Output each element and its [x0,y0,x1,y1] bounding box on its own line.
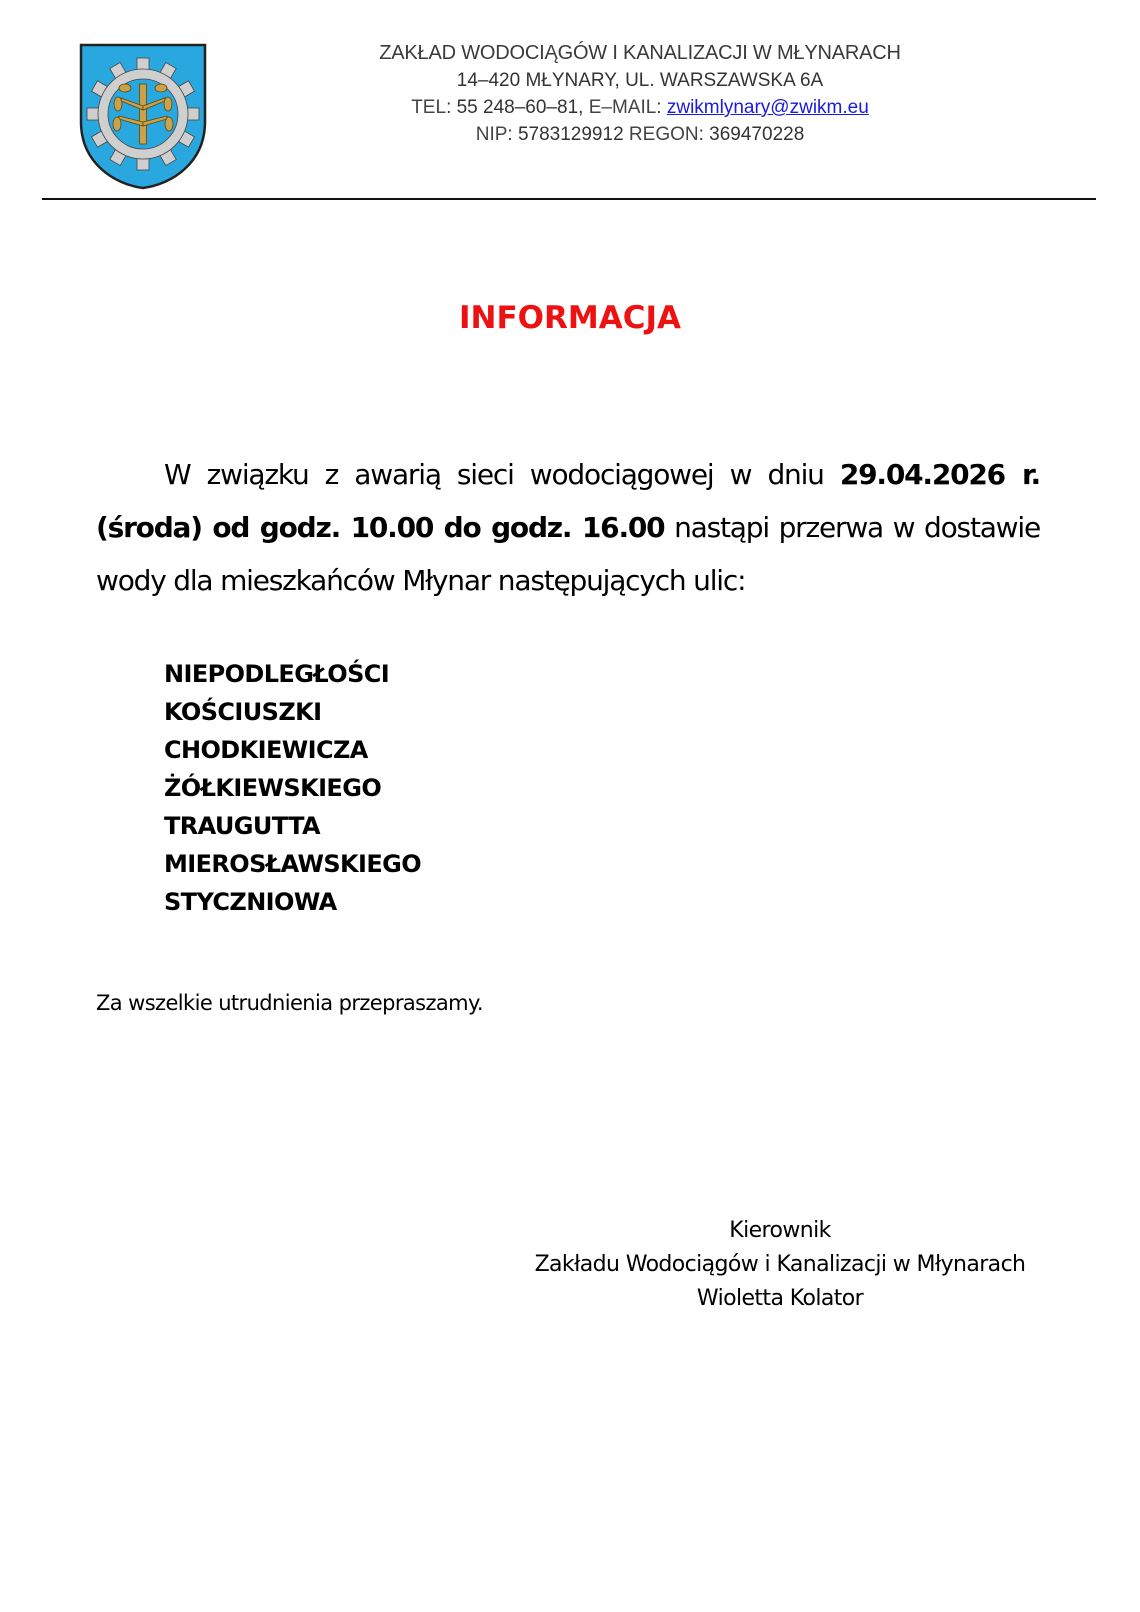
registry-line [300,121,980,148]
contact-line [300,94,980,121]
coat-of-arms-icon [78,42,208,190]
street-item: TRAUGUTTA [164,812,320,840]
email-label: E–MAIL [588,97,657,118]
announcement-paragraph [96,448,1040,607]
coat-of-arms-emblem [78,42,208,190]
street-item: MIEROSŁAWSKIEGO [164,850,422,878]
signature-block [510,1214,1050,1316]
organization-name: ZAKŁAD WODOCIĄGÓW I KANALIZACJI W MŁYNARACH [379,42,901,64]
regon-value: : 369470228 [698,124,805,145]
email-separator: : [656,97,667,118]
affected-streets-list [164,655,421,921]
nip-value: : 5783129912 [507,124,629,145]
signatory-name: Wioletta Kolator [696,1286,864,1311]
email-link[interactable]: zwikmlynary@zwikm.eu [666,97,869,118]
street-item: KOŚCIUSZKI [164,698,322,726]
regon-label: REGON [628,124,699,145]
tel-label: TEL [411,97,447,118]
street-item: STYCZNIOWA [164,888,337,916]
street-item: NIEPODLEGŁOŚCI [164,660,390,688]
apology-note: Za wszelkie utrudnienia przepraszamy. [96,991,483,1015]
document-title: INFORMACJA [459,300,681,336]
announcement-text-end: nastąpi przerwa w dostawie wody dla mieszkańców Młynar następujących ulic: [96,511,1040,597]
outage-date-time: 29.04.2026 r. (środa) od godz. 10.00 do godz. 16.00 [96,458,1040,544]
signatory-organization: Zakładu Wodociągów i Kanalizacji w Młynarach [534,1252,1026,1277]
address: 14–420 MŁYNARY, UL. WARSZAWSKA 6A [456,70,824,91]
street-item: ŻÓŁKIEWSKIEGO [164,774,382,802]
announcement-text-start: W związku z awarią sieci wodociągowej w dniu [164,458,840,491]
street-item: CHODKIEWICZA [164,736,368,764]
tel-value: : 55 248–60–81, [446,97,589,118]
header-divider [42,198,1096,200]
nip-label: NIP [475,124,508,145]
signatory-role: Kierownik [729,1218,831,1243]
letterhead [300,40,980,148]
